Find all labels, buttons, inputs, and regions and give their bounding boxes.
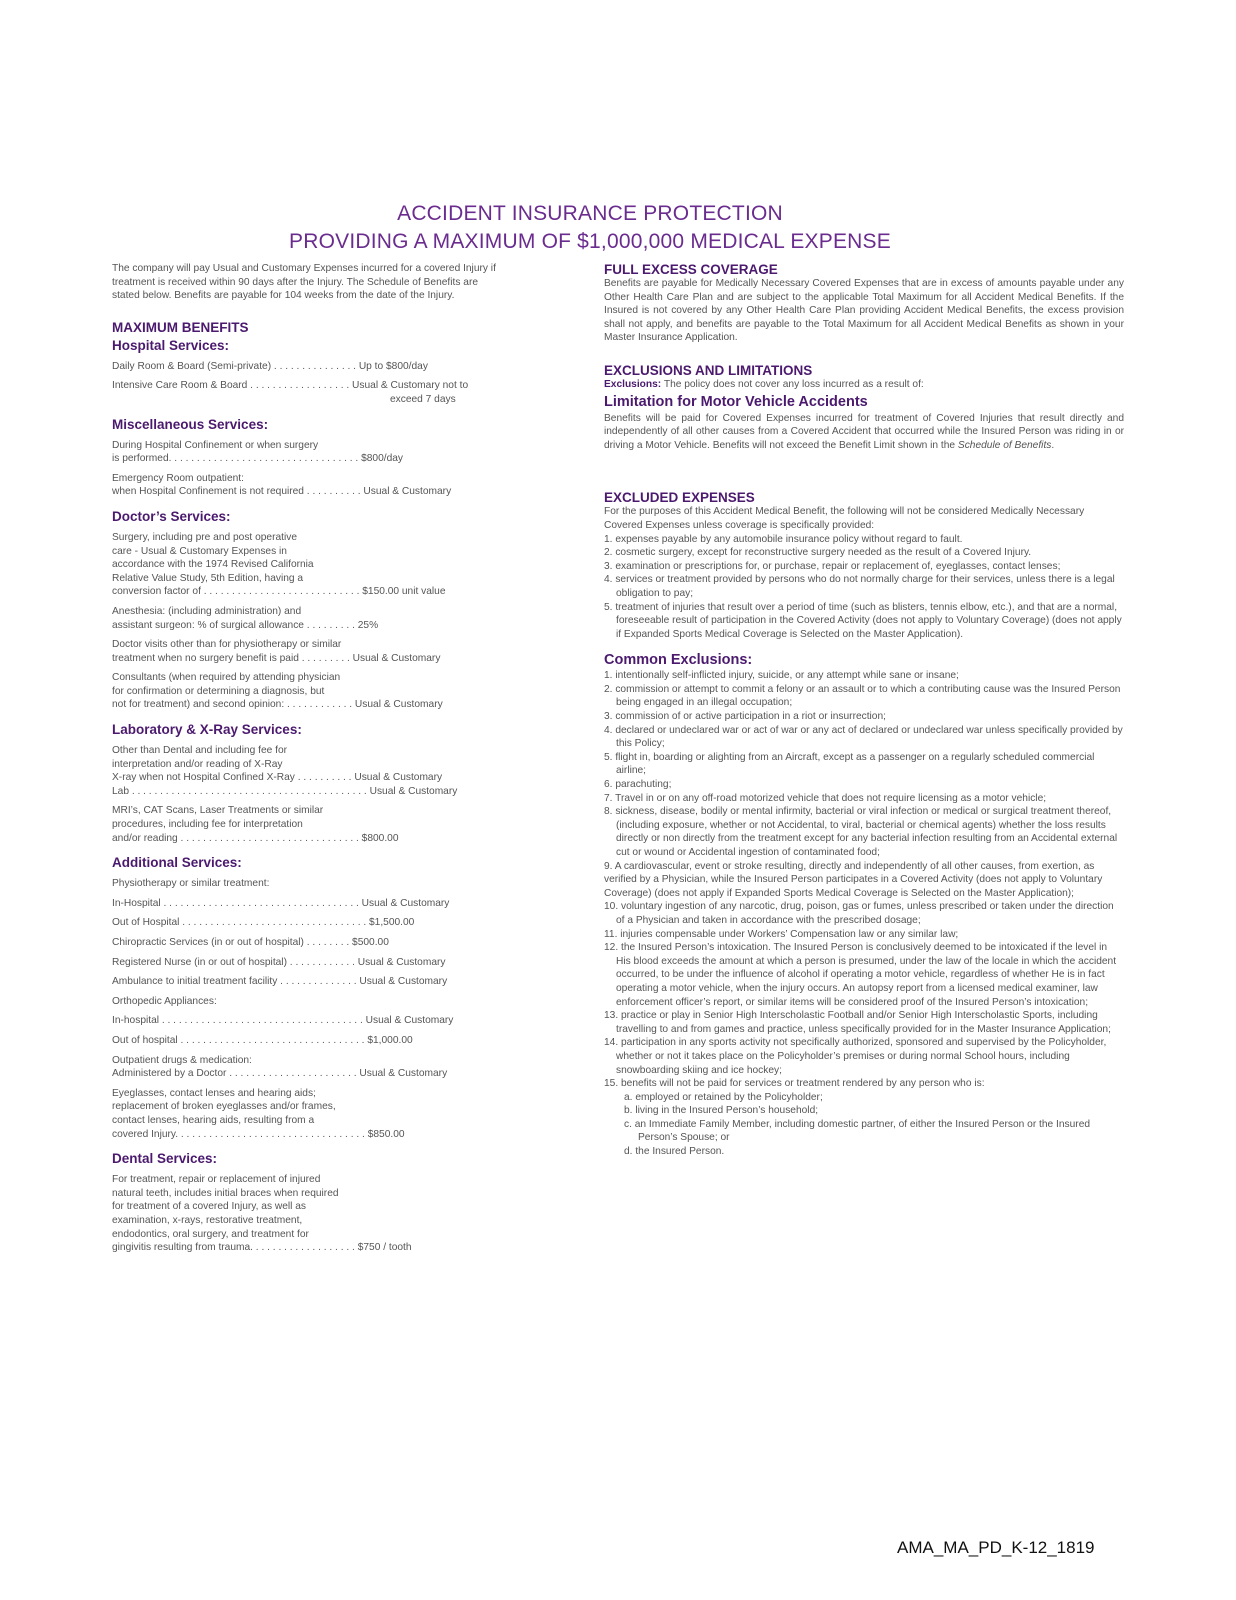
common-sublist [604, 1091, 1124, 1159]
benefit-line: contact lenses, hearing aids, resulting from a [112, 1114, 315, 1126]
list-item: 10. voluntary ingestion of any narcotic, drug, poison, gas or fumes, unless prescribed or taken under the direction of a Physician and taken in accordance with the prescribed dosage; [604, 901, 1114, 926]
benefit-line: for confirmation or determining a diagnosis, but [112, 685, 325, 697]
full-excess-text: Benefits are payable for Medically Necessary Covered Expenses that are in excess of amounts payable under any Other Health Care Plan and are subject to the applicable Total Maximum for all Accident Medical Benefits. If the Insured is not covered by any Other Health Care Plan providing Accident Medical Benefits, the excess provision shall not apply, and benefits are payable to the Total Maximum for all Accident Medical Benefits as shown in your Master Insurance Application. [604, 278, 1124, 344]
benefit-line: X-ray when not Hospital Confined X-Ray . . . . . . . . . . Usual & Customary [112, 772, 443, 784]
motor-heading: Limitation for Motor Vehicle Accidents [604, 393, 868, 410]
exclusions-heading: EXCLUSIONS AND LIMITATIONS [604, 362, 813, 378]
benefit-item [112, 744, 512, 798]
doctor-heading: Doctor’s Services: [112, 508, 231, 524]
benefit-line: covered Injury. . . . . . . . . . . . . . . . . . . . . . . . . . . . . . . . . . $850.00 [112, 1128, 405, 1140]
benefit-line: Eyeglasses, contact lenses and hearing aids; [112, 1087, 316, 1099]
benefit-item [112, 804, 512, 845]
list-item: d. the Insured Person. [624, 1146, 725, 1158]
benefit-item [112, 605, 512, 632]
benefit-line: Ambulance to initial treatment facility . . . . . . . . . . . . . . Usual & Customary [112, 976, 448, 988]
benefit-line: not for treatment) and second opinion: . . . . . . . . . . . . Usual & Customary [112, 699, 443, 711]
list-item: 13. practice or play in Senior High Interscholastic Football and/or Senior High Interscholastic Sports, including travelling to and from games and practice, unless specifically provided for in the Master Insurance Application; [604, 1010, 1111, 1035]
benefit-item [112, 379, 512, 406]
exclusions-label: Exclusions: [604, 378, 662, 390]
benefit-line: examination, x-rays, restorative treatment, [112, 1214, 303, 1226]
list-item: 4. declared or undeclared war or act of war or any act of declared or undeclared war unless specifically provided by this Policy; [604, 724, 1123, 750]
benefit-line: Administered by a Doctor . . . . . . . . . . . . . . . . . . . . . . . Usual & Customary [112, 1068, 448, 1080]
benefit-item [112, 1034, 512, 1048]
exclusions-line [604, 378, 1124, 392]
benefit-line: when Hospital Confinement is not required . . . . . . . . . . Usual & Customary [112, 486, 452, 498]
list-item: b. living in the Insured Person’s household; [624, 1105, 819, 1117]
misc-heading: Miscellaneous Services: [112, 416, 269, 432]
benefit-item [112, 439, 512, 466]
excluded-list [604, 533, 1124, 642]
additional-heading: Additional Services: [112, 855, 242, 871]
coverage-column [604, 262, 1124, 1159]
benefit-line: MRI’s, CAT Scans, Laser Treatments or similar [112, 805, 324, 817]
dental-list [112, 1173, 512, 1255]
benefit-line: treatment when no surgery benefit is paid . . . . . . . . . Usual & Customary [112, 652, 441, 664]
benefit-line: Chiropractic Services (in or out of hospital) . . . . . . . . $500.00 [112, 937, 389, 948]
hospital-heading: Hospital Services: [112, 337, 230, 353]
full-excess-heading: FULL EXCESS COVERAGE [604, 262, 778, 277]
benefit-item [112, 671, 512, 712]
benefit-item [112, 936, 512, 950]
page-title-line-2: PROVIDING A MAXIMUM OF $1,000,000 MEDICAL EXPENSE [289, 230, 891, 253]
common-list-2 [604, 900, 1124, 1090]
benefit-item [112, 897, 512, 911]
benefit-line: for treatment of a covered Injury, as well as [112, 1201, 307, 1213]
motor-text-body: Benefits will be paid for Covered Expenses incurred for treatment of Covered Injuries that result directly and independently of all other causes from a Covered Accident that occurred while the Insured Person was riding in or driving a Motor Vehicle. Benefits will not exceed the Benefit Limit shown in the [604, 412, 1124, 451]
benefit-line: is performed. . . . . . . . . . . . . . . . . . . . . . . . . . . . . . . . . . $800/day [112, 453, 404, 465]
benefit-line: Relative Value Study, 5th Edition, having a [112, 572, 304, 584]
benefit-line: Out of Hospital . . . . . . . . . . . . . . . . . . . . . . . . . . . . . . . . . $1,500.00 [112, 917, 415, 929]
benefit-line: In-hospital . . . . . . . . . . . . . . . . . . . . . . . . . . . . . . . . . . . . Usual & Customary [112, 1015, 454, 1027]
benefit-item [112, 956, 512, 970]
hospital-list [112, 360, 512, 407]
benefit-line: replacement of broken eyeglasses and/or frames, [112, 1101, 336, 1113]
benefit-line: natural teeth, includes initial braces when required [112, 1187, 339, 1199]
excluded-intro: For the purposes of this Accident Medical Benefit, the following will not be considered Medically Necessary Covered Expenses unless coverage is specifically provided: [604, 506, 1085, 531]
benefit-item [112, 472, 512, 499]
exclusions-text: The policy does not cover any loss incurred as a result of: [663, 378, 924, 390]
list-item: 5. treatment of injuries that result over a period of time (such as blisters, tennis elbow, etc.), and that are a normal, foreseeable result of participation in the Covered Activity (does not apply to Voluntary Coverage) (does not apply if Expanded Sports Medical Coverage is Selected on the Master Application). [604, 601, 1122, 640]
benefit-line: Surgery, including pre and post operative [112, 531, 297, 543]
benefit-item [112, 877, 512, 891]
lab-heading: Laboratory & X-Ray Services: [112, 722, 302, 738]
list-item: 2. cosmetic surgery, except for reconstructive surgery needed as the result of a Covered Injury. [604, 547, 1032, 559]
list-item: 7. Travel in or on any off-road motorized vehicle that does not require licensing as a motor vehicle; [604, 792, 1047, 804]
motor-text-italic: Schedule of Benefits [957, 439, 1052, 451]
benefit-line: procedures, including fee for interpretation [112, 819, 303, 831]
benefit-item [112, 638, 512, 665]
benefit-line: accordance with the 1974 Revised California [112, 559, 314, 571]
max-benefits-heading: MAXIMUM BENEFITS [112, 319, 249, 335]
list-item: 11. injuries compensable under Workers’ Compensation law or any similar law; [604, 928, 959, 940]
list-item: c. an Immediate Family Member, including domestic partner, of either the Insured Person or the Insured Person’s Spouse; or [624, 1118, 1091, 1144]
benefit-item [112, 1173, 512, 1255]
benefit-line: Lab . . . . . . . . . . . . . . . . . . . . . . . . . . . . . . . . . . . . . . . . . . Usual & Customary [112, 785, 458, 797]
benefit-line: Anesthesia: (including administration) and [112, 605, 302, 617]
benefit-line: Daily Room & Board (Semi-private) . . . . . . . . . . . . . . . Up to $800/day [112, 360, 428, 372]
benefit-line: interpretation and/or reading of X-Ray [112, 758, 283, 770]
lab-list [112, 744, 512, 845]
benefit-item [112, 1087, 512, 1141]
benefit-item [112, 360, 512, 374]
common-heading: Common Exclusions: [604, 652, 753, 669]
intro-paragraph: The company will pay Usual and Customary Expenses incurred for a covered Injury if treatment is received within 90 days after the Injury. The Schedule of Benefits are stated below. Benefits are payable for 104 weeks from the date of the Injury. [112, 263, 496, 302]
benefit-line: Doctor visits other than for physiotherapy or similar [112, 639, 342, 651]
benefit-line: Out of hospital . . . . . . . . . . . . . . . . . . . . . . . . . . . . . . . . . $1,000.00 [112, 1034, 413, 1046]
list-item: 5. flight in, boarding or alighting from an Aircraft, except as a passenger on a regularly scheduled commercial airline; [604, 751, 1095, 777]
list-item: 14. participation in any sports activity not specifically authorized, sponsored and supervised by the Policyholder, whether or not it takes place on the Policyholder’s premises or during normal School hours, including snowboarding skiing and ice hockey; [604, 1037, 1107, 1076]
benefit-line: gingivitis resulting from trauma. . . . . . . . . . . . . . . . . . . $750 / tooth [112, 1242, 412, 1254]
benefit-line: Intensive Care Room & Board . . . . . . . . . . . . . . . . . . Usual & Customary not to [112, 380, 469, 392]
list-item: 12. the Insured Person’s intoxication. The Insured Person is conclusively deemed to be intoxicated if the level in His blood exceeds the amount at which a person is presumed, under the law of the locale in which the accident occurred, to be under the influence of alcohol if operating a motor vehicle, regardless of whether He is in fact operating a motor vehicle, when the injury occurs. An autopsy report from a licensed medical examiner, law enforcement officer’s report, or similar items will be considered proof of the Insured Person’s intoxication; [604, 942, 1117, 1008]
benefit-line: Physiotherapy or similar treatment: [112, 878, 270, 890]
list-item: 1. intentionally self-inflicted injury, suicide, or any attempt while sane or insane; [604, 670, 959, 682]
benefit-item [112, 1054, 512, 1081]
doctor-list [112, 531, 512, 712]
benefit-line: endodontics, oral surgery, and treatment for [112, 1228, 309, 1240]
benefit-line: and/or reading . . . . . . . . . . . . . . . . . . . . . . . . . . . . . . . . $800.00 [112, 832, 399, 844]
benefit-line: Outpatient drugs & medication: [112, 1054, 252, 1066]
benefit-line: assistant surgeon: % of surgical allowance . . . . . . . . . 25% [112, 619, 379, 631]
benefit-line: Other than Dental and including fee for [112, 745, 287, 757]
dental-heading: Dental Services: [112, 1151, 218, 1167]
list-item: 1. expenses payable by any automobile insurance policy without regard to fault. [604, 533, 963, 545]
list-item: 8. sickness, disease, bodily or mental infirmity, bacterial or viral infection or medical or surgical treatment thereof, (including exposure, whether or not Accidental, to viral, bacterial or chemical agents) whether the loss results directly or non directly from the treatment except for any bacterial infection resulting from an Accidental external cut or wound or Accidental ingestion of contaminated food; [604, 806, 1118, 858]
benefit-line: For treatment, repair or replacement of injured [112, 1174, 321, 1186]
benefit-line: exceed 7 days [390, 393, 456, 405]
benefit-item [112, 1014, 512, 1028]
list-item: 4. services or treatment provided by persons who do not normally charge for their services, unless there is a legal obligation to pay; [604, 574, 1115, 599]
benefit-line: care - Usual & Customary Expenses in [112, 545, 287, 557]
list-item: 15. benefits will not be paid for services or treatment rendered by any person who is: [604, 1078, 985, 1090]
document-code: AMA_MA_PD_K-12_1819 [897, 1538, 1095, 1557]
benefit-line: In-Hospital . . . . . . . . . . . . . . . . . . . . . . . . . . . . . . . . . . . Usual & Customary [112, 897, 450, 909]
motor-text [604, 412, 1124, 453]
misc-list [112, 439, 512, 499]
benefit-item [112, 916, 512, 930]
page-title-line-1: ACCIDENT INSURANCE PROTECTION [397, 202, 783, 225]
benefit-line: Emergency Room outpatient: [112, 472, 244, 484]
common-item-9: 9. A cardiovascular, event or stroke resulting, directly and independently of all other causes, from exertion, as verified by a Physician, while the Insured Person participates in a Covered Activity (does not apply to Voluntary Coverage) (does not apply if Expanded Sports Medical Coverage is Selected on the Master Application); [604, 860, 1103, 899]
benefit-line: Orthopedic Appliances: [112, 995, 217, 1007]
benefit-line: Consultants (when required by attending physician [112, 672, 341, 684]
list-item: 2. commission or attempt to commit a felony or an assault or to which a contributing cause was the Insured Person being engaged in an illegal occupation; [604, 683, 1121, 709]
benefit-item [112, 531, 512, 599]
list-item: 3. examination or prescriptions for, or purchase, repair or replacement of, eyeglasses, contact lenses; [604, 560, 1061, 572]
common-list [604, 669, 1124, 859]
motor-text-end: . [1051, 439, 1055, 451]
benefit-line: conversion factor of . . . . . . . . . . . . . . . . . . . . . . . . . . . . $150.00 unit value [112, 586, 446, 598]
benefit-item [112, 975, 512, 989]
additional-list [112, 877, 512, 1141]
excluded-heading: EXCLUDED EXPENSES [604, 490, 755, 506]
benefit-item [112, 995, 512, 1009]
list-item: 6. parachuting; [604, 779, 672, 791]
benefit-line: During Hospital Confinement or when surgery [112, 439, 319, 451]
benefits-column [112, 262, 512, 1261]
list-item: a. employed or retained by the Policyholder; [624, 1091, 823, 1103]
benefit-line: Registered Nurse (in or out of hospital) . . . . . . . . . . . . Usual & Customary [112, 956, 446, 968]
list-item: 3. commission of or active participation in a riot or insurrection; [604, 711, 886, 723]
